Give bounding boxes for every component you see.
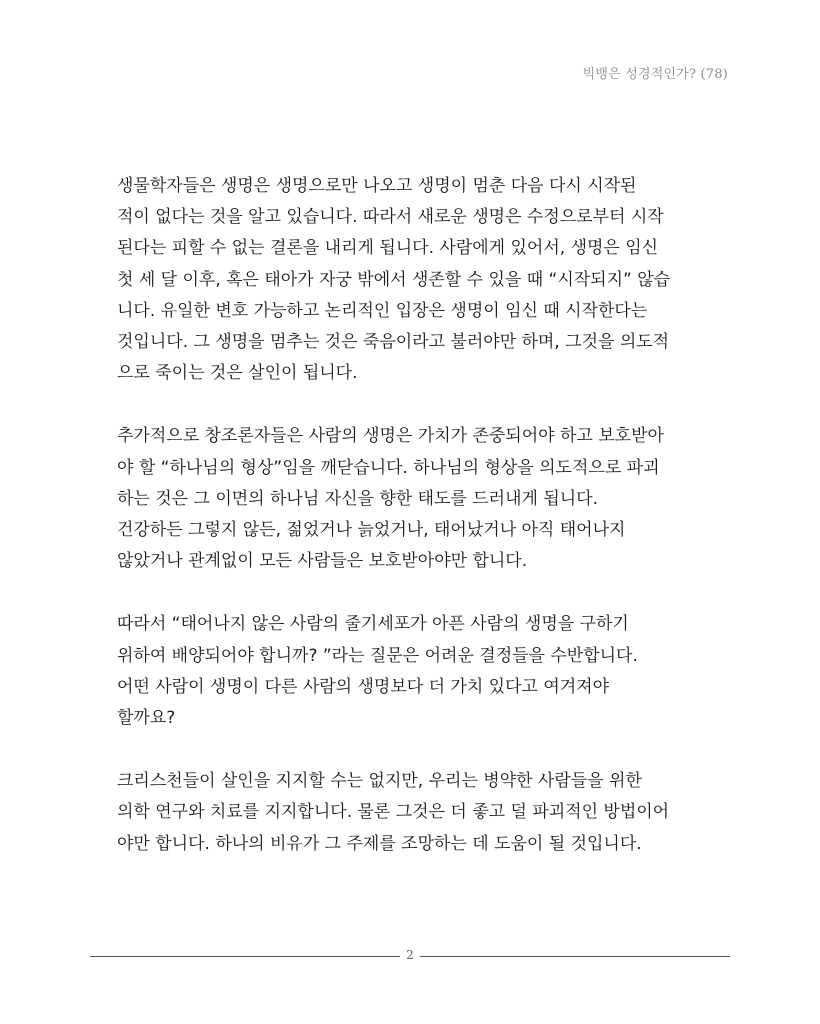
page-number: 2 <box>406 948 414 962</box>
text-line: 니다. 유일한 변호 가능하고 논리적인 입장은 생명이 임신 때 시작한다는 <box>117 300 648 321</box>
text-line: 적이 없다는 것을 알고 있습니다. 따라서 새로운 생명은 수정으로부터 시작 <box>117 207 664 228</box>
text-line: 야만 합니다. 하나의 비유가 그 주제를 조망하는 데 도움이 될 것입니다. <box>117 833 642 854</box>
running-header: 빅뱅은 성경적인가? (78) <box>582 67 728 82</box>
paragraph <box>117 421 717 577</box>
paragraph <box>117 171 717 389</box>
text-line: 않았거나 관계없이 모든 사람들은 보호받아야만 합니다. <box>117 551 528 572</box>
text-line: 생물학자들은 생명은 생명으로만 나오고 생명이 멈춘 다음 다시 시작된 <box>117 176 637 196</box>
text-line: 의학 연구와 치료를 지지합니다. 물론 그것은 더 좋고 덜 파괴적인 방법이어 <box>117 802 670 823</box>
text-line: 추가적으로 창조론자들은 사람의 생명은 가치가 존중되어야 하고 보호받아 <box>117 426 664 447</box>
page-footer <box>90 946 730 966</box>
text-line: 첫 세 달 이후, 혹은 태아가 자궁 밖에서 생존할 수 있을 때 “시작되지” 않습 <box>117 269 671 290</box>
text-line: 하는 것은 그 이면의 하나님 자신을 향한 태도를 드러내게 됩니다. <box>117 488 599 509</box>
body-text <box>117 171 717 892</box>
text-line: 할까요? <box>117 708 176 729</box>
text-line: 된다는 피할 수 없는 결론을 내리게 됩니다. 사람에게 있어서, 생명은 임신 <box>117 238 659 259</box>
paragraph <box>117 766 717 860</box>
text-line: 어떤 사람이 생명이 다른 사람의 생명보다 더 가치 있다고 여겨져야 <box>117 676 610 697</box>
text-line: 따라서 “태어나지 않은 사람의 줄기세포가 아픈 사람의 생명을 구하기 <box>117 614 629 635</box>
text-line: 것입니다. 그 생명을 멈추는 것은 죽음이라고 불러야만 하며, 그것을 의도적 <box>117 332 670 353</box>
paragraph <box>117 609 717 734</box>
footer-rule-right <box>420 956 730 957</box>
footer-rule-left <box>90 956 400 957</box>
text-line: 으로 죽이는 것은 살인이 됩니다. <box>117 363 358 384</box>
text-line: 크리스천들이 살인을 지지할 수는 없지만, 우리는 병약한 사람들을 위한 <box>117 771 642 792</box>
text-line: 위하여 배양되어야 합니까? ”라는 질문은 어려운 결정들을 수반합니다. <box>117 645 638 666</box>
text-line: 야 할 “하나님의 형상”임을 깨닫습니다. 하나님의 형상을 의도적으로 파괴 <box>117 457 660 478</box>
text-line: 건강하든 그렇지 않든, 젊었거나 늙었거나, 태어났거나 아직 태어나지 <box>117 520 626 541</box>
